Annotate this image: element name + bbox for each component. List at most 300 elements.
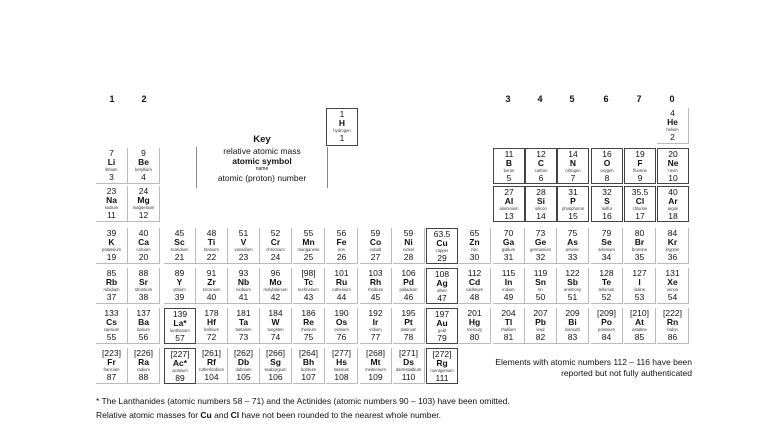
element-number: 78 (403, 332, 414, 342)
element-name: helium (666, 127, 679, 132)
element-cell (493, 308, 525, 344)
group-number-2: 2 (141, 94, 147, 104)
element-number: 111 (435, 373, 449, 383)
element-name: boron (503, 168, 515, 173)
element-mass: 190 (334, 308, 349, 318)
element-mass: 89 (174, 268, 185, 278)
element-name: zirconium (202, 287, 221, 292)
element-number: 36 (667, 252, 678, 262)
element-symbol: Po (601, 317, 612, 327)
element-cell (657, 228, 689, 264)
element-symbol: Te (601, 277, 612, 287)
element-number: 79 (437, 333, 447, 343)
element-mass: 11 (504, 149, 514, 159)
element-symbol: Fe (336, 237, 347, 247)
element-number: 18 (668, 211, 678, 221)
element-mass: 119 (533, 268, 548, 278)
element-cell (525, 148, 557, 184)
element-name: platinum (400, 327, 417, 332)
element-number: 76 (336, 332, 347, 342)
element-number: 2 (670, 132, 675, 142)
element-cell (96, 268, 128, 304)
element-mass: 14 (568, 149, 578, 159)
element-mass: 137 (136, 308, 151, 318)
element-symbol: Pb (535, 317, 546, 327)
element-cell (96, 308, 128, 344)
element-name: bromine (631, 247, 648, 252)
element-symbol: Fr (107, 357, 116, 367)
element-symbol: Pd (403, 277, 414, 287)
element-name: scandium (170, 247, 189, 252)
element-number: 54 (667, 292, 678, 302)
element-mass: 39 (106, 228, 117, 238)
element-cell (591, 308, 623, 344)
element-mass: 16 (602, 149, 612, 159)
element-name: rhodium (367, 287, 384, 292)
element-symbol: Mt (370, 357, 381, 367)
element-cell (657, 268, 689, 304)
element-cell (393, 308, 425, 344)
element-cell (493, 228, 525, 264)
element-cell (557, 148, 589, 184)
element-number: 109 (368, 372, 383, 382)
element-number: 81 (503, 332, 514, 342)
element-number: 57 (175, 333, 185, 343)
element-cell (657, 148, 689, 184)
element-number: 6 (538, 173, 544, 183)
element-name: sodium (104, 205, 119, 210)
element-mass: 65 (469, 228, 480, 238)
element-name: dubnium (235, 367, 252, 372)
element-cell (459, 228, 491, 264)
element-number: 48 (469, 292, 480, 302)
element-name: osmium (334, 327, 349, 332)
element-mass: 184 (268, 308, 283, 318)
element-mass: 207 (533, 308, 548, 318)
element-symbol: Kr (667, 237, 678, 247)
element-cell (624, 228, 656, 264)
element-number: 34 (601, 252, 612, 262)
element-name: iron (338, 247, 345, 252)
element-mass: [262] (234, 348, 253, 358)
element-number: 43 (303, 292, 314, 302)
element-name: astatine (632, 327, 647, 332)
footnote-rounding-prefix: Relative atomic masses for (96, 410, 201, 420)
element-mass: 75 (567, 228, 578, 238)
element-cell (128, 308, 160, 344)
element-mass: [264] (299, 348, 318, 358)
element-name: barium (137, 327, 150, 332)
element-symbol: Rn (666, 317, 679, 327)
element-mass: 201 (467, 308, 482, 318)
element-mass: 101 (334, 268, 349, 278)
element-symbol: Ru (335, 277, 348, 287)
element-number: 106 (268, 372, 283, 382)
element-number: 53 (634, 292, 645, 302)
element-name: antimony (564, 287, 581, 292)
element-symbol: As (567, 237, 578, 247)
element-mass: 28 (536, 187, 546, 197)
element-mass: [98] (301, 268, 316, 278)
element-name: tin (538, 287, 543, 292)
element-symbol: Al (504, 196, 514, 206)
element-mass: 70 (503, 228, 514, 238)
element-number: 10 (668, 173, 678, 183)
element-number: 31 (503, 252, 514, 262)
element-cell (360, 268, 392, 304)
element-symbol: Ir (372, 317, 379, 327)
element-cell (624, 186, 656, 222)
element-symbol: Sc (174, 237, 185, 247)
element-number: 107 (301, 372, 316, 382)
element-name: magnesium (132, 205, 155, 210)
element-mass: 112 (467, 268, 482, 278)
element-number: 16 (602, 211, 612, 221)
element-name: niobium (236, 287, 251, 292)
element-symbol: Au (436, 318, 448, 328)
element-mass: 27 (504, 187, 514, 197)
element-name: meitnerium (365, 367, 386, 372)
element-symbol: Rb (105, 277, 118, 287)
element-symbol: Pt (404, 317, 413, 327)
element-mass: 106 (401, 268, 416, 278)
element-number: 105 (236, 372, 251, 382)
element-mass: 59 (370, 228, 381, 238)
element-cell (196, 348, 228, 384)
element-cell (591, 148, 623, 184)
element-symbol: Se (601, 237, 612, 247)
element-mass: 19 (635, 149, 645, 159)
element-cell (624, 268, 656, 304)
element-name: copper (435, 248, 449, 253)
element-mass: [271] (399, 348, 418, 358)
element-symbol: Li (107, 157, 116, 167)
element-cell (164, 228, 196, 264)
element-symbol: Ne (667, 158, 679, 168)
element-name: tellurium (598, 287, 615, 292)
element-name: cadmium (466, 287, 483, 292)
element-symbol: Be (138, 157, 149, 167)
element-number: 104 (204, 372, 219, 382)
element-mass: 40 (668, 187, 678, 197)
element-number: 21 (174, 252, 185, 262)
element-symbol: Cu (436, 238, 448, 248)
element-name: hafnium (204, 327, 219, 332)
element-name: lead (536, 327, 545, 332)
element-number: 55 (106, 332, 117, 342)
element-cell (360, 348, 392, 384)
element-name: silicon (535, 206, 547, 211)
element-symbol: Bi (568, 317, 577, 327)
element-number: 14 (536, 211, 546, 221)
element-mass: 1 (339, 109, 345, 119)
element-symbol: Cs (106, 317, 117, 327)
element-mass: 45 (174, 228, 185, 238)
element-name: neon (668, 168, 678, 173)
footnote-rounding-and: and (211, 410, 231, 420)
element-number: 44 (336, 292, 347, 302)
element-cell (196, 308, 228, 344)
element-cell (459, 308, 491, 344)
element-name: chromium (266, 247, 285, 252)
element-cell (293, 308, 325, 344)
element-number: 50 (535, 292, 546, 302)
element-name: selenium (598, 247, 615, 252)
element-cell (128, 186, 160, 222)
element-name: potassium (101, 247, 122, 252)
element-mass: 79 (601, 228, 612, 238)
element-mass: 133 (104, 308, 119, 318)
element-symbol: Ra (138, 357, 149, 367)
element-cell (493, 268, 525, 304)
element-name: lithium (105, 167, 118, 172)
element-cell (128, 148, 160, 184)
element-name: oxygen (600, 168, 614, 173)
element-cell (96, 148, 128, 184)
key-relative-atomic-mass: relative atomic mass (223, 146, 301, 156)
element-cell (624, 148, 656, 184)
element-cell (228, 228, 260, 264)
element-mass: 192 (368, 308, 383, 318)
element-mass: 181 (236, 308, 251, 318)
element-number: 25 (303, 252, 314, 262)
element-symbol: K (108, 237, 115, 247)
element-name: arsenic (565, 247, 580, 252)
note-heavy-elements: Elements with atomic numbers 112 – 116 have been reported but not fully authenticated (495, 357, 692, 378)
element-number: 45 (370, 292, 381, 302)
element-cell (459, 268, 491, 304)
element-cell (591, 228, 623, 264)
element-number: 22 (206, 252, 217, 262)
element-number: 26 (336, 252, 347, 262)
element-name: vanadium (234, 247, 253, 252)
element-mass: 128 (599, 268, 614, 278)
element-name: tungsten (267, 327, 284, 332)
element-symbol: At (635, 317, 644, 327)
element-symbol: Hs (336, 357, 347, 367)
element-number: 1 (339, 133, 345, 143)
element-symbol: Sb (567, 277, 578, 287)
element-symbol: Mg (137, 195, 150, 205)
element-number: 32 (535, 252, 546, 262)
element-name: bohrium (300, 367, 317, 372)
element-number: 75 (303, 332, 314, 342)
element-symbol: W (271, 317, 280, 327)
element-number: 8 (604, 173, 610, 183)
element-symbol: Ds (403, 357, 414, 367)
element-mass: 40 (138, 228, 149, 238)
element-name: nickel (403, 247, 414, 252)
element-mass: 48 (206, 228, 217, 238)
element-name: indium (502, 287, 515, 292)
element-cell-hydrogen (326, 108, 358, 146)
element-number: 12 (138, 210, 149, 220)
element-number: 51 (567, 292, 578, 302)
element-name: argon (667, 206, 679, 211)
key-atomic-symbol: atomic symbol (232, 156, 292, 166)
key (196, 131, 328, 188)
footnote-omitted: * The Lanthanides (atomic numbers 58 – 71) and the Actinides (atomic numbers 90 – 103) have been omitted. (96, 396, 510, 406)
element-name: strontium (134, 287, 153, 292)
element-name: radon (667, 327, 678, 332)
element-cell (525, 186, 557, 222)
footnote-rounding-cu: Cu (200, 410, 212, 420)
element-mass: [222] (663, 308, 682, 318)
element-cell (326, 308, 358, 344)
element-number: 13 (504, 211, 514, 221)
element-cell (326, 228, 358, 264)
element-name: seaborgium (264, 367, 287, 372)
element-number: 88 (138, 372, 149, 382)
element-cell (525, 308, 557, 344)
element-name: nitrogen (565, 168, 581, 173)
key-name: name (255, 166, 269, 172)
element-number: 3 (109, 172, 114, 182)
element-name: lanthanum (170, 328, 190, 333)
element-symbol: I (638, 277, 641, 287)
element-symbol: Na (106, 195, 117, 205)
element-symbol: Ga (502, 237, 515, 247)
element-cell (493, 148, 525, 184)
element-symbol: Db (237, 357, 250, 367)
element-number: 41 (238, 292, 249, 302)
element-symbol: Mn (302, 237, 315, 247)
element-symbol: Sg (270, 357, 281, 367)
element-name: germanium (530, 247, 551, 252)
element-cell (426, 268, 458, 304)
element-mass: 209 (565, 308, 580, 318)
element-symbol: Ar (668, 196, 678, 206)
element-mass: 12 (536, 149, 546, 159)
element-symbol: Ti (207, 237, 216, 247)
element-symbol: In (504, 277, 513, 287)
element-cell (525, 268, 557, 304)
element-name: gold (438, 328, 446, 333)
element-cell (393, 348, 425, 384)
element-name: hydrogen (333, 128, 351, 133)
element-symbol: Zn (469, 237, 480, 247)
element-symbol: Ta (238, 317, 249, 327)
element-mass: 4 (670, 108, 675, 118)
element-symbol: N (569, 158, 577, 168)
element-mass: [261] (202, 348, 221, 358)
element-cell (164, 348, 196, 384)
element-number: 56 (138, 332, 149, 342)
element-cell (260, 228, 292, 264)
element-cell (360, 228, 392, 264)
element-cell (326, 348, 358, 384)
element-cell (326, 268, 358, 304)
element-cell (657, 108, 689, 144)
element-number: 35 (634, 252, 645, 262)
element-mass: 131 (665, 268, 680, 278)
element-mass: 20 (668, 149, 678, 159)
element-number: 39 (174, 292, 185, 302)
element-number: 27 (370, 252, 381, 262)
element-cell (96, 348, 128, 384)
element-name: ruthenium (332, 287, 351, 292)
element-number: 30 (469, 252, 480, 262)
element-mass: [210] (630, 308, 649, 318)
element-cell (426, 228, 458, 264)
element-number: 87 (106, 372, 117, 382)
element-mass: 108 (434, 269, 450, 279)
element-cell (557, 228, 589, 264)
element-mass: 186 (301, 308, 316, 318)
element-number: 9 (637, 173, 643, 183)
element-cell (228, 348, 260, 384)
element-number: 108 (334, 372, 349, 382)
element-mass: 51 (238, 228, 249, 238)
element-mass: [277] (332, 348, 351, 358)
footnote-rounding-cl: Cl (230, 410, 240, 420)
element-number: 17 (635, 211, 645, 221)
element-name: tantalum (235, 327, 252, 332)
element-cell (228, 268, 260, 304)
element-name: actinium (172, 368, 188, 373)
element-name: roentgenium (430, 368, 454, 373)
element-number: 74 (270, 332, 281, 342)
element-mass: 204 (501, 308, 516, 318)
element-name: darmstadtium (395, 367, 422, 372)
element-symbol: V (240, 237, 247, 247)
element-number: 37 (106, 292, 117, 302)
element-mass: 195 (401, 308, 416, 318)
element-mass: 178 (204, 308, 219, 318)
element-number: 52 (601, 292, 612, 302)
element-symbol: Xe (667, 277, 678, 287)
group-number-6: 6 (603, 94, 609, 104)
element-cell (128, 348, 160, 384)
element-cell (426, 308, 458, 344)
element-name: caesium (103, 327, 120, 332)
element-number: 73 (238, 332, 249, 342)
key-title: Key (253, 134, 271, 145)
element-symbol: P (570, 196, 576, 206)
element-mass: 127 (632, 268, 647, 278)
element-name: chlorine (632, 206, 648, 211)
element-symbol: Co (369, 237, 382, 247)
element-cell (557, 268, 589, 304)
element-symbol: Sr (139, 277, 148, 287)
element-number: 7 (570, 173, 576, 183)
element-mass: 32 (602, 187, 612, 197)
element-number: 23 (238, 252, 249, 262)
element-number: 85 (634, 332, 645, 342)
element-cell (293, 228, 325, 264)
element-cell (657, 186, 689, 222)
element-number: 72 (206, 332, 217, 342)
element-mass: 73 (535, 228, 546, 238)
element-symbol: O (603, 158, 611, 168)
element-cell (493, 186, 525, 222)
key-atomic-number: atomic (proton) number (217, 173, 307, 183)
element-name: silver (437, 288, 447, 293)
element-mass: 9 (141, 148, 146, 158)
group-number-3: 3 (505, 94, 511, 104)
element-name: rubidium (103, 287, 120, 292)
element-mass: 85 (106, 268, 117, 278)
element-symbol: Cd (468, 277, 481, 287)
element-name: polonium (598, 327, 615, 332)
element-mass: 63.5 (433, 229, 451, 239)
element-mass: [272] (432, 349, 452, 359)
element-cell (557, 308, 589, 344)
element-mass: 91 (206, 268, 217, 278)
element-symbol: Ge (534, 237, 547, 247)
element-name: fluorine (633, 168, 647, 173)
element-cell (260, 268, 292, 304)
